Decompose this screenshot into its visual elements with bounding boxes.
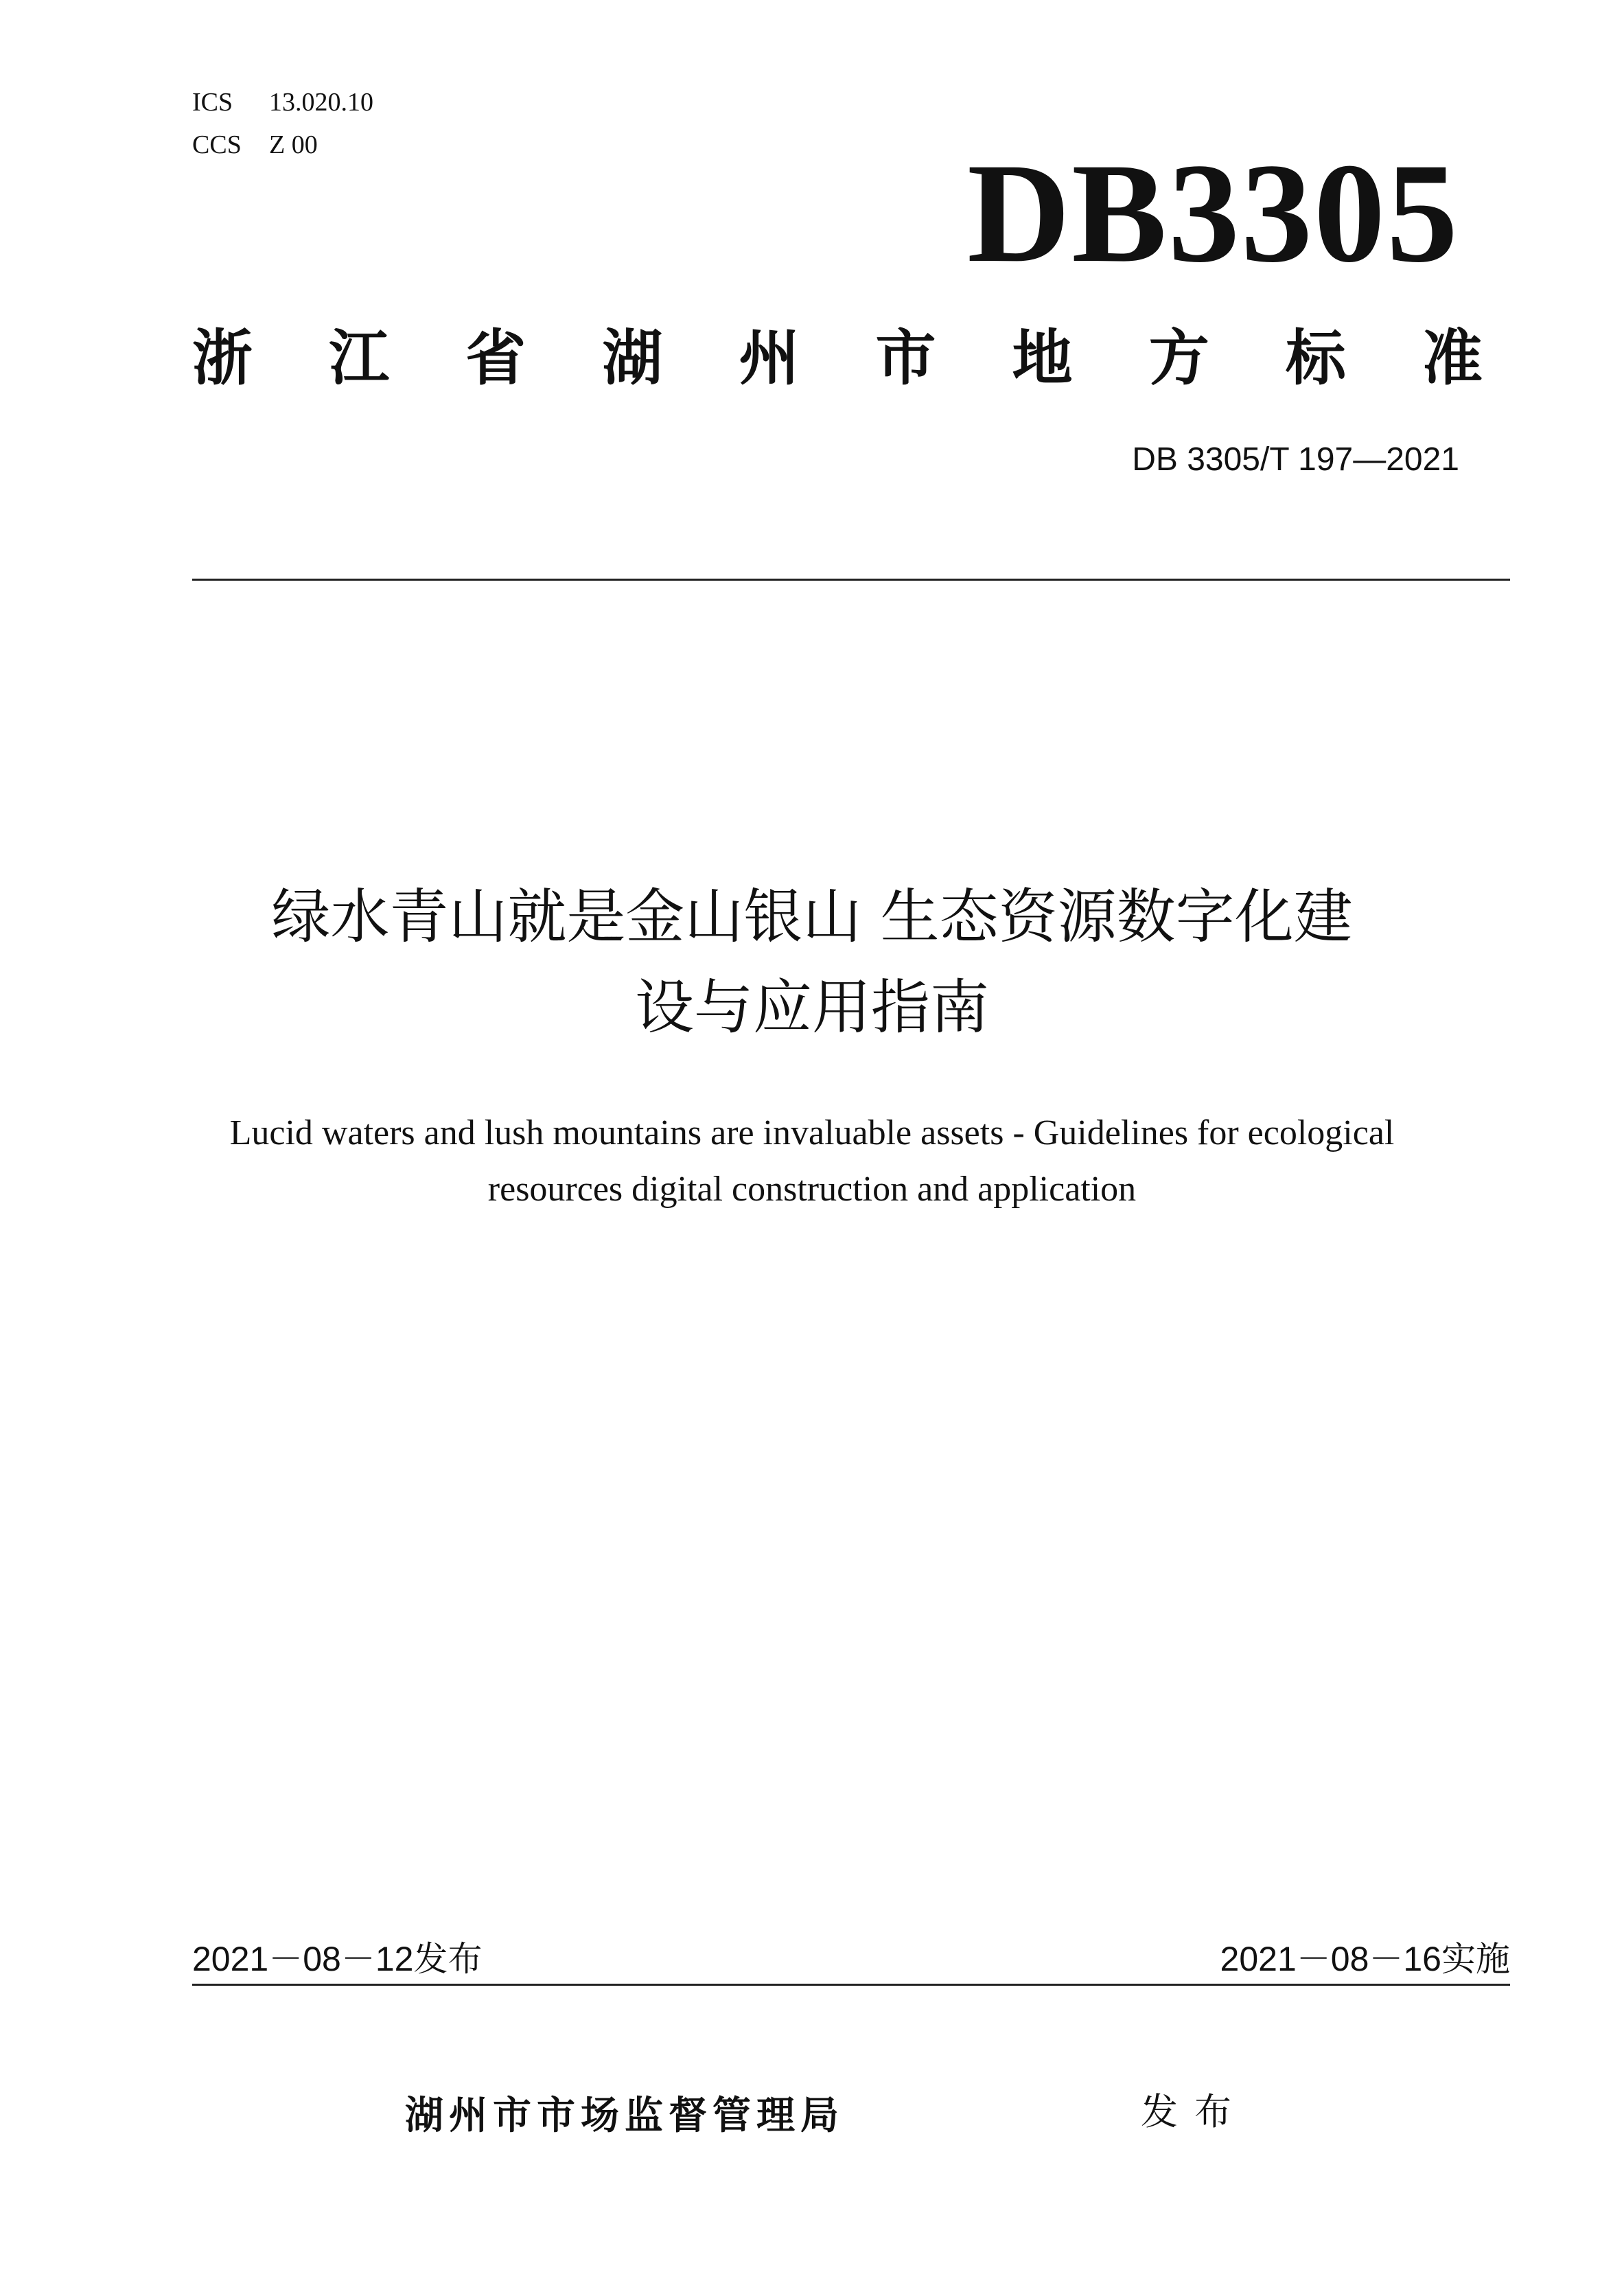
- standard-type-char: 州: [739, 323, 800, 393]
- date-divider: [192, 1984, 1510, 1986]
- publisher-action: 发布: [1141, 2090, 1248, 2133]
- title-english-line-1: Lucid waters and lush mountains are invaluable assets - Guidelines for ecological: [229, 1113, 1395, 1152]
- title-chinese-line-1: 绿水青山就是金山银山 生态资源数字化建: [271, 883, 1353, 951]
- standard-type-char: 省: [465, 323, 526, 393]
- title-chinese-line-2: 设与应用指南: [635, 973, 989, 1042]
- ccs-label: CCS: [192, 130, 242, 159]
- implementation-date-label: 实施: [1441, 1939, 1510, 1979]
- standard-type-char: 市: [875, 323, 936, 393]
- standard-logo: DB3305: [967, 134, 1459, 292]
- issue-date-label: 发布: [413, 1939, 483, 1979]
- standard-type-char: 江: [329, 323, 390, 393]
- classification-codes: [192, 81, 373, 166]
- standard-type-char: 标: [1285, 323, 1346, 393]
- ics-label: ICS: [192, 88, 233, 117]
- title-english: [0, 1105, 1624, 1218]
- standard-type-char: 地: [1012, 323, 1073, 393]
- standard-type-char: 准: [1422, 323, 1483, 393]
- ccs-code: Z 00: [269, 130, 318, 159]
- standard-type-char: 湖: [602, 323, 663, 393]
- title-chinese: [0, 872, 1624, 1053]
- ccs-row: [192, 124, 373, 166]
- standard-type-char: 方: [1148, 323, 1209, 393]
- publisher-name: 湖州市市场监督管理局: [405, 2094, 844, 2138]
- standard-type-heading: [192, 312, 1483, 395]
- header-divider: [192, 579, 1510, 581]
- title-english-line-2: resources digital construction and application: [487, 1170, 1137, 1209]
- ics-row: [192, 81, 373, 124]
- standard-number: DB 3305/T 197—2021: [1132, 441, 1459, 478]
- implementation-date: [1220, 1937, 1510, 1981]
- ics-code: 13.020.10: [269, 88, 373, 117]
- issue-date-value: 2021－08－12: [192, 1940, 414, 1978]
- implementation-date-value: 2021－08－16: [1220, 1940, 1441, 1978]
- issue-date: [192, 1937, 482, 1981]
- standard-type-char: 浙: [192, 323, 253, 393]
